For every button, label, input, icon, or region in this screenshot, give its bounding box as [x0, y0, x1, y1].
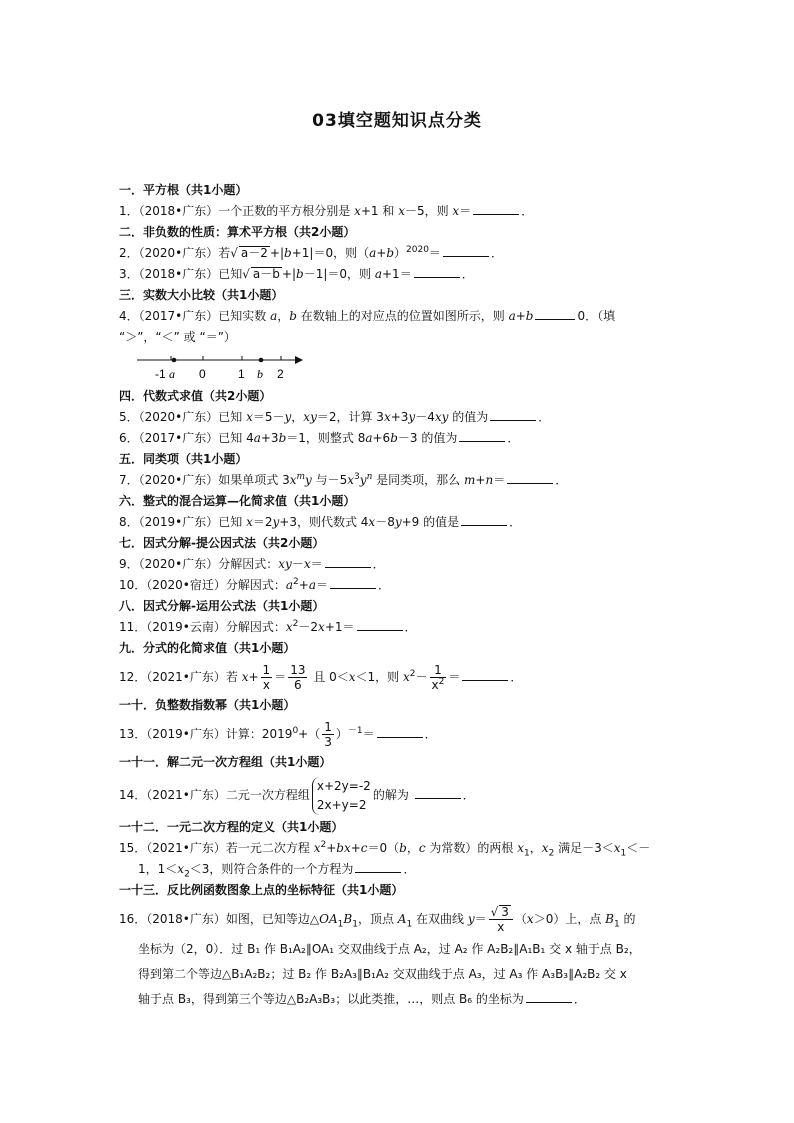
answer-blank[interactable] — [462, 668, 508, 681]
answer-blank[interactable] — [443, 244, 489, 257]
question-7: 7．（2020•广东）如果单项式 $3x^my$ 与$-5x^3y^n$ 是同类项，那么 m+n＝ ． — [119, 472, 568, 487]
tick-label: 0 — [199, 367, 206, 381]
tick-label: 2 — [277, 367, 284, 381]
question-2: 2．（2020•广东）若√ a－2 +|b+1|＝0，则$(a+b)^{2020}=$ ． — [119, 245, 503, 260]
answer-blank[interactable] — [377, 725, 423, 738]
section-heading: 八．因式分解-运用公式法（共1小题） — [119, 599, 325, 613]
answer-blank[interactable] — [461, 513, 507, 526]
section-heading: 五．同类项（共1小题） — [119, 452, 248, 466]
point-label-a: a — [169, 367, 175, 381]
tick-label: -1 — [155, 367, 166, 381]
answer-blank[interactable] — [459, 429, 505, 442]
question-15: 15．（2021•广东）若一元二次方程 $x^2+bx+c=0(b$，c 为常数）的两根 $x_1$，$x_2$ 满足$-3<x_1<-$ — [119, 840, 651, 859]
answer-blank[interactable] — [414, 265, 460, 278]
question-5: 5．（2020•广东）已知 x＝5－y，xy＝2，计算 3x+3y－4xy 的值为 ． — [119, 410, 551, 424]
tick-label: 1 — [238, 367, 245, 381]
section-heading: 二．非负数的性质：算术平方根（共2小题） — [119, 225, 356, 239]
answer-blank[interactable] — [357, 618, 403, 631]
answer-blank[interactable] — [490, 408, 536, 421]
section-heading: 一．平方根（共1小题） — [119, 183, 248, 197]
question-16-line-3: 得到第二个等边△B₁A₂B₂；过 B₂ 作 B₂A₃∥B₁A₂ 交双曲线于点 A₃，过 A₃ 作 A₃B₃∥A₂B₂ 交 x — [138, 967, 627, 981]
point-a — [172, 358, 177, 363]
answer-blank[interactable] — [535, 307, 575, 320]
section-heading: 一十一．解二元一次方程组（共1小题） — [119, 755, 332, 769]
section-heading: 九．分式的化简求值（共1小题） — [119, 641, 296, 655]
section-heading: 七．因式分解-提公因式法（共2小题） — [119, 536, 325, 550]
arrow-icon — [295, 356, 303, 364]
section-heading: 一十．负整数指数幂（共1小题） — [119, 698, 296, 712]
question-16: 16．（2018•广东）如图，已知等边$\triangle OA_1B_1$，顶点 $A_1$ 在双曲线 y＝ $\frac{√ 3}{x}$ （x＞0）上，点 $B_1$ 的 — [119, 905, 636, 934]
question-11: 11．（2019•云南）分解因式：$x^2-2x+1=$ ． — [119, 619, 417, 634]
section-heading: 一十二．一元二次方程的定义（共1小题） — [119, 820, 344, 834]
answer-blank[interactable] — [473, 202, 519, 215]
question-8: 8．（2019•广东）已知 x＝2y+3，则代数式 4x－8y+9 的值是 ． — [119, 515, 522, 529]
question-10: 10．（2020•宿迁）分解因式：$a^2+a=$ ． — [119, 577, 391, 592]
equation-system: x+2y=-2 2x+y=2 — [312, 777, 371, 815]
question-1: 1．（2018•广东）一个正数的平方根分别是 x+1 和 x－5，则 x＝ ． — [119, 204, 534, 218]
answer-blank[interactable] — [325, 555, 371, 568]
question-12: 12．（2021•广东）若 x+ $\frac{1}{x}$ ＝ $\frac{13}{6}$ 且 0＜x＜1，则 $x^2-$ $\frac{1}{x^2}$ ＝ ． — [119, 663, 523, 692]
section-heading: 三．实数大小比较（共1小题） — [119, 288, 284, 302]
question-16-line-4: 轴于点 B₃，得到第三个等边△B₂A₃B₃；以此类推，…，则点 B₆ 的坐标为 ． — [138, 992, 586, 1006]
point-b — [259, 358, 264, 363]
section-heading: 一十三．反比例函数图象上点的坐标特征（共1小题） — [119, 883, 404, 897]
answer-blank[interactable] — [526, 990, 572, 1003]
answer-blank[interactable] — [507, 471, 553, 484]
question-13: 13．（2019•广东）计算：$2019^0+$（ $\frac{1}{3}$ ）$^{-1}$＝ ． — [119, 720, 437, 749]
page-title: 03填空题知识点分类 — [312, 111, 482, 131]
section-heading: 六．整式的混合运算—化简求值（共1小题） — [119, 494, 356, 508]
question-9: 9．（2020•广东）分解因式：xy－x＝ ． — [119, 557, 385, 571]
question-14: 14．（2021•广东）二元一次方程组 x+2y=-2 2x+y=2 的解为 ． — [119, 773, 679, 817]
question-3: 3．（2018•广东）已知√ a－b +|b－1|＝0，则 a+1＝ ． — [119, 267, 474, 281]
answer-blank[interactable] — [415, 786, 461, 799]
number-line-figure — [135, 350, 315, 382]
question-list — [119, 180, 679, 1012]
question-4: 4．（2017•广东）已知实数 a，b 在数轴上的对应点的位置如图所示，则 a+b 0．（填 — [119, 309, 616, 323]
point-label-b: b — [257, 367, 263, 381]
question-15-line-2: 1，$1<x_2<3$，则符合条件的一个方程为 ． — [138, 862, 416, 880]
question-6: 6．（2017•广东）已知 4a+3b＝1，则整式 8a+6b－3 的值为 ． — [119, 431, 520, 445]
question-4-line-2: “＞”，“＜” 或 “＝”） — [119, 330, 236, 344]
answer-blank[interactable] — [330, 576, 376, 589]
question-16-line-2: 坐标为（2，0）．过 B₁ 作 B₁A₂∥OA₁ 交双曲线于点 A₂，过 A₂ 作 A₂B₂∥A₁B₁ 交 x 轴于点 B₂， — [138, 942, 641, 956]
answer-blank[interactable] — [355, 860, 401, 873]
section-heading: 四．代数式求值（共2小题） — [119, 389, 272, 403]
